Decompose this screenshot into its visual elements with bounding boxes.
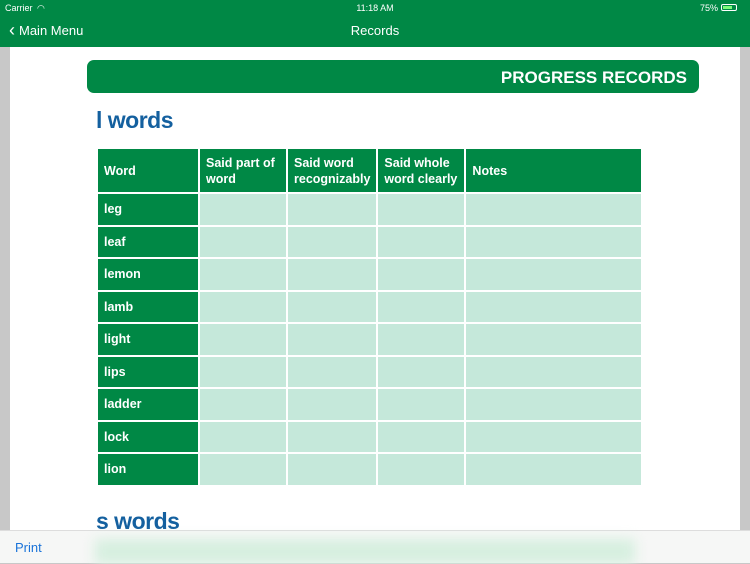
header-clearly: Said whole word clearly — [378, 149, 464, 192]
record-cell[interactable] — [378, 454, 464, 485]
record-cell[interactable] — [378, 389, 464, 420]
record-cell[interactable] — [200, 389, 286, 420]
word-cell: leaf — [98, 227, 198, 258]
table-header — [98, 149, 641, 192]
table-row — [98, 227, 641, 258]
record-cell[interactable] — [466, 422, 641, 453]
table-row — [98, 422, 641, 453]
table-row — [98, 357, 641, 388]
print-button[interactable]: Print — [15, 540, 42, 555]
record-cell[interactable] — [288, 227, 376, 258]
table-row — [98, 194, 641, 225]
record-cell[interactable] — [200, 194, 286, 225]
record-cell[interactable] — [466, 357, 641, 388]
record-cell[interactable] — [466, 259, 641, 290]
wifi-icon: ◠ — [37, 3, 45, 13]
record-cell[interactable] — [466, 194, 641, 225]
word-cell: lamb — [98, 292, 198, 323]
table-row — [98, 292, 641, 323]
status-bar — [0, 0, 750, 15]
chevron-left-icon: ‹ — [9, 20, 15, 40]
records-table — [96, 147, 643, 487]
record-cell[interactable] — [288, 389, 376, 420]
word-cell: light — [98, 324, 198, 355]
record-cell[interactable] — [378, 357, 464, 388]
record-cell[interactable] — [200, 324, 286, 355]
header-recognizably: Said word recognizably — [288, 149, 376, 192]
word-cell: lips — [98, 357, 198, 388]
record-cell[interactable] — [200, 259, 286, 290]
battery-icon — [721, 4, 737, 11]
bottom-toolbar — [0, 530, 750, 563]
record-cell[interactable] — [288, 194, 376, 225]
record-cell[interactable] — [288, 454, 376, 485]
clock: 11:18 AM — [356, 3, 394, 13]
table-row — [98, 324, 641, 355]
record-cell[interactable] — [466, 324, 641, 355]
record-cell[interactable] — [378, 292, 464, 323]
record-cell[interactable] — [378, 259, 464, 290]
record-cell[interactable] — [200, 357, 286, 388]
header-part: Said part of word — [200, 149, 286, 192]
record-cell[interactable] — [378, 324, 464, 355]
back-label: Main Menu — [19, 23, 84, 38]
table-row — [98, 259, 641, 290]
section-title-l-words: l words — [96, 107, 174, 133]
record-cell[interactable] — [288, 357, 376, 388]
word-cell: leg — [98, 194, 198, 225]
carrier: Carrier — [5, 3, 33, 13]
record-cell[interactable] — [466, 227, 641, 258]
record-cell[interactable] — [200, 422, 286, 453]
word-cell: ladder — [98, 389, 198, 420]
table-row — [98, 454, 641, 485]
nav-title: Records — [350, 23, 400, 38]
record-cell[interactable] — [288, 259, 376, 290]
record-cell[interactable] — [288, 422, 376, 453]
record-cell[interactable] — [200, 227, 286, 258]
progress-records-banner: PROGRESS RECORDS — [87, 60, 699, 93]
record-cell[interactable] — [378, 194, 464, 225]
header-notes: Notes — [466, 149, 641, 192]
record-cell[interactable] — [200, 454, 286, 485]
battery-percent: 75% — [700, 3, 719, 13]
record-cell[interactable] — [288, 324, 376, 355]
record-cell[interactable] — [378, 422, 464, 453]
record-cell[interactable] — [378, 227, 464, 258]
toolbar-glow — [95, 539, 635, 564]
word-cell: lock — [98, 422, 198, 453]
word-cell: lemon — [98, 259, 198, 290]
document-page[interactable] — [10, 47, 740, 530]
record-cell[interactable] — [466, 389, 641, 420]
record-cell[interactable] — [200, 292, 286, 323]
section-title-s-words: s words — [96, 508, 180, 530]
record-cell[interactable] — [466, 454, 641, 485]
record-cell[interactable] — [288, 292, 376, 323]
header-word: Word — [98, 149, 198, 192]
word-cell: lion — [98, 454, 198, 485]
nav-bar — [0, 15, 750, 47]
record-cell[interactable] — [466, 292, 641, 323]
table-row — [98, 389, 641, 420]
